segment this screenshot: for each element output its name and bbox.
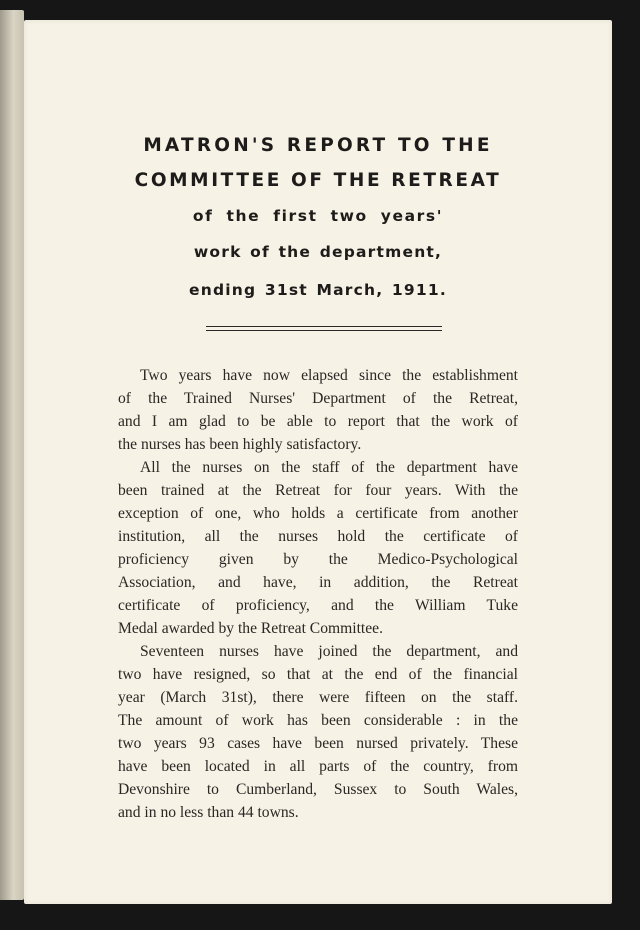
report-body — [118, 364, 518, 824]
body-line: All the nurses on the staff of the department have — [140, 459, 518, 476]
double-rule-bottom — [206, 330, 442, 331]
body-line: Seventeen nurses have joined the department, and — [140, 643, 518, 660]
body-line: Devonshire to Cumberland, Sussex to South Wales, — [118, 781, 518, 798]
report-title-line-2: COMMITTEE OF THE RETREAT — [134, 170, 502, 191]
report-subtitle-line-3: ending 31st March, 1911. — [189, 281, 447, 299]
body-line: have been located in all parts of the country, from — [118, 758, 518, 775]
report-title-line-1: MATRON'S REPORT TO THE — [143, 135, 493, 156]
book-binding-edge — [0, 10, 24, 900]
body-line: the nurses has been highly satisfactory. — [118, 436, 362, 453]
body-line: year (March 31st), there were fifteen on the staff. — [118, 689, 518, 706]
body-line: Medal awarded by the Retreat Committee. — [118, 620, 384, 637]
body-line: exception of one, who holds a certificate from another — [118, 505, 518, 522]
body-line: two years 93 cases have been nursed privately. These — [118, 735, 518, 752]
body-line: and I am glad to be able to report that the work of — [118, 413, 518, 430]
body-line: Two years have now elapsed since the establishment — [140, 367, 518, 384]
body-line: institution, all the nurses hold the certificate of — [118, 528, 518, 545]
body-line: of the Trained Nurses' Department of the Retreat, — [118, 390, 518, 407]
double-rule-top — [206, 326, 442, 327]
body-line: The amount of work has been considerable : in the — [118, 712, 518, 729]
report-subtitle-line-2: work of the department, — [193, 243, 443, 261]
body-line: been trained at the Retreat for four years. With the — [118, 482, 518, 499]
body-line: two have resigned, so that at the end of the financial — [118, 666, 518, 683]
body-line: proficiency given by the Medico-Psychological — [118, 551, 518, 568]
body-line: and in no less than 44 towns. — [118, 804, 299, 821]
report-subtitle-line-1: of the first two years' — [192, 207, 444, 225]
document-page — [24, 20, 612, 904]
body-line: certificate of proficiency, and the William Tuke — [118, 597, 518, 614]
body-line: Association, and have, in addition, the Retreat — [118, 574, 518, 591]
